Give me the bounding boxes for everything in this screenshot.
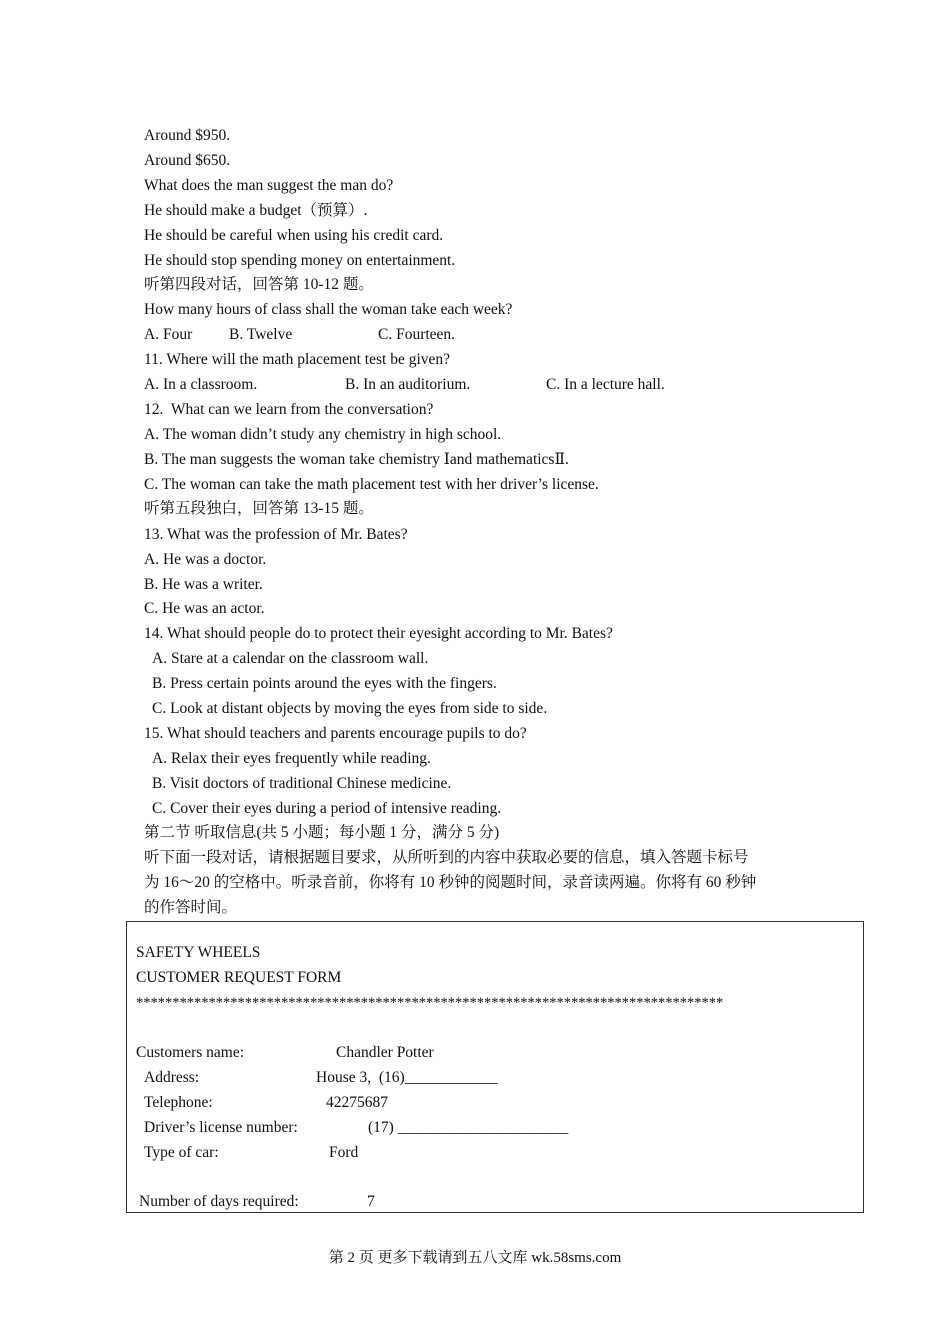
option-credit-card: He should be careful when using his credit card. (144, 227, 444, 244)
section-5-instruction: 听第五段独白，回答第 13-15 题。 (144, 500, 374, 517)
q10-option-c: C. Fourteen. (378, 326, 456, 343)
part-2-instruction-line-1: 听下面一段对话，请根据题目要求，从所听到的内容中获取必要的信息，填入答题卡标号 (144, 849, 749, 866)
option-budget: He should make a budget（预算）. (144, 202, 368, 219)
q13-option-c: C. He was an actor. (144, 600, 265, 617)
question-14: 14. What should people do to protect their eyesight according to Mr. Bates? (144, 625, 613, 642)
q14-option-c: C. Look at distant objects by moving the eyes from side to side. (152, 700, 548, 717)
option-entertainment: He should stop spending money on entertainment. (144, 252, 456, 269)
q13-option-b: B. He was a writer. (144, 576, 263, 593)
q14-option-b: B. Press certain points around the eyes with the fingers. (152, 675, 497, 692)
page-footer: 第 2 页 更多下载请到五八文库 wk.58sms.com (328, 1250, 622, 1266)
q12-option-b: B. The man suggests the woman take chemistry Ⅰand mathematicsⅡ. (144, 451, 569, 468)
customer-name-value: Chandler Potter (336, 1044, 434, 1061)
q13-option-a: A. He was a doctor. (144, 551, 267, 568)
q10-option-b: B. Twelve (229, 326, 293, 343)
q11-option-b: B. In an auditorium. (345, 376, 471, 393)
license-number-label: Driver’s license number: (144, 1119, 298, 1136)
question-10: How many hours of class shall the woman take each week? (144, 301, 513, 318)
question-12: 12. What can we learn from the conversation? (144, 401, 434, 418)
q11-option-a: A. In a classroom. (144, 376, 258, 393)
q15-option-c: C. Cover their eyes during a period of intensive reading. (152, 800, 502, 817)
car-type-label: Type of car: (144, 1144, 219, 1161)
part-2-heading: 第二节 听取信息(共 5 小题；每小题 1 分，满分 5 分) (144, 824, 500, 841)
q15-option-b: B. Visit doctors of traditional Chinese medicine. (152, 775, 452, 792)
car-type-value: Ford (329, 1144, 359, 1161)
days-required-value: 7 (367, 1193, 375, 1210)
customer-name-label: Customers name: (136, 1044, 245, 1061)
question-9: What does the man suggest the man do? (144, 177, 394, 194)
customer-request-form (126, 921, 864, 1213)
telephone-label: Telephone: (144, 1094, 213, 1111)
address-label: Address: (144, 1069, 200, 1086)
question-11: 11. Where will the math placement test be given? (144, 351, 451, 368)
question-13: 13. What was the profession of Mr. Bates? (144, 526, 408, 543)
telephone-value: 42275687 (326, 1094, 388, 1111)
form-title-company: SAFETY WHEELS (136, 944, 261, 961)
address-value: House 3, (16)____________ (316, 1069, 498, 1086)
form-star-divider: ********************************************************************************* (136, 995, 724, 1011)
option-650: Around $650. (144, 152, 231, 169)
part-2-instruction-line-2: 为 16～20 的空格中。听录音前，你将有 10 秒钟的阅题时间，录音读两遍。你将有 60 秒钟 (144, 874, 757, 891)
days-required-label: Number of days required: (139, 1193, 299, 1210)
q12-option-a: A. The woman didn’t study any chemistry in high school. (144, 426, 502, 443)
section-4-instruction: 听第四段对话，回答第 10-12 题。 (144, 276, 374, 293)
q14-option-a: A. Stare at a calendar on the classroom wall. (152, 650, 429, 667)
q10-option-a: A. Four (144, 326, 193, 343)
q11-option-c: C. In a lecture hall. (546, 376, 665, 393)
option-950: Around $950. (144, 127, 231, 144)
q12-option-c: C. The woman can take the math placement test with her driver’s license. (144, 476, 599, 493)
part-2-instruction-line-3: 的作答时间。 (144, 899, 238, 916)
form-title: CUSTOMER REQUEST FORM (136, 969, 342, 986)
question-15: 15. What should teachers and parents encourage pupils to do? (144, 725, 527, 742)
license-number-value: (17) ______________________ (368, 1119, 569, 1136)
q15-option-a: A. Relax their eyes frequently while reading. (152, 750, 431, 767)
